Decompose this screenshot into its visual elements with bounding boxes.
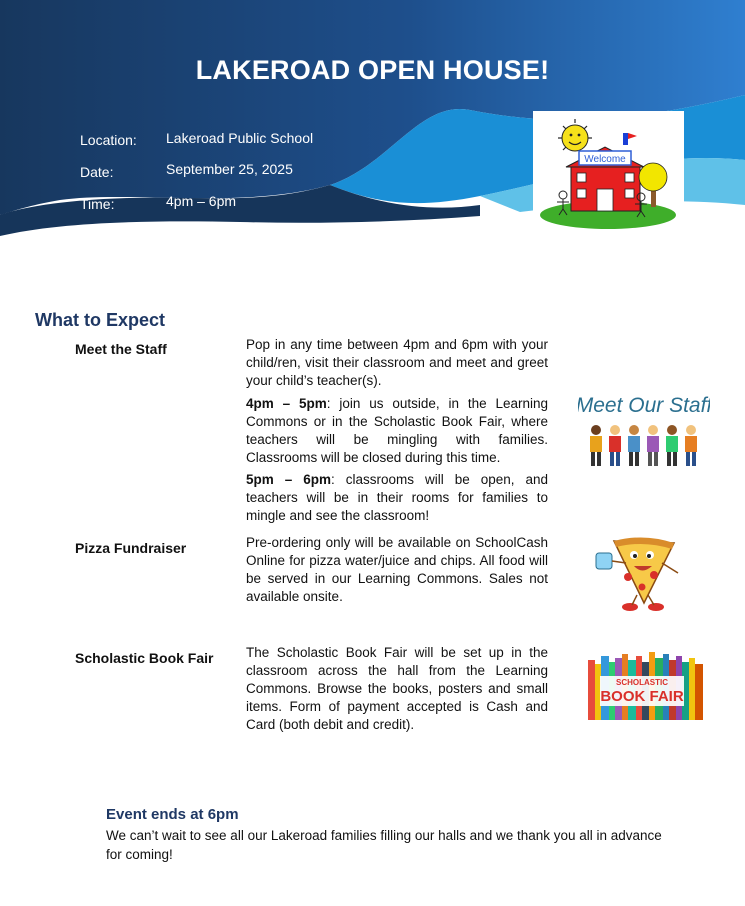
pizza-fundraiser-para: Pre-ordering only will be available on SchoolCash Online for pizza water/juice and chips. All food will be served in our Learning Commons. Sales not available onsite. [246,535,548,604]
location-value: Lakeroad Public School [166,130,314,146]
time-value: 4pm – 6pm [166,193,237,209]
meet-the-staff-para-3-text: : classrooms will be open, and teachers will be in their rooms for families to mingle and see the classroom! [246,472,549,523]
meet-our-staff-caption: Meet Our Staff [578,394,710,417]
school-welcome-image [533,111,684,235]
pizza-fundraiser-label: Pizza Fundraiser [75,540,187,556]
book-fair-brand: SCHOLASTIC [616,678,668,687]
welcome-sign-text: Welcome [584,154,626,165]
date-label: Date: [80,164,114,180]
section-title: What to Expect [35,310,166,330]
meet-the-staff-label: Meet the Staff [75,341,167,357]
time-range-4-5: 4pm – 5pm [246,396,327,411]
meet-the-staff-para-2 [246,395,548,467]
page-title: LAKEROAD OPEN HOUSE! [195,55,550,85]
pizza-mascot-image [592,533,690,615]
book-fair-label: Scholastic Book Fair [75,650,214,666]
location-label: Location: [80,132,137,148]
time-range-5-6: 5pm – 6pm [246,472,331,487]
footer-title: Event ends at 6pm [106,806,239,823]
time-label: Time: [80,196,115,212]
book-fair-para: The Scholastic Book Fair will be set up in the classroom across the hall from the Learning Commons. Browse the books, posters and small items. Form of payment accepted is Cash and Card (both debit and credit). [246,645,548,732]
date-value: September 25, 2025 [166,161,293,177]
book-fair-caption: BOOK FAIR [600,688,684,705]
meet-our-staff-image [578,388,710,474]
meet-the-staff-para-2-text: : join us outside, in the Learning Commons or in the Scholastic Book Fair, where teachers will be mingling with families. Classrooms will be closed during this time. [246,396,548,465]
book-fair-image [586,650,706,722]
meet-the-staff-para-1: Pop in any time between 4pm and 6pm with your child/ren, visit their classroom and meet and greet your child’s teacher(s). [246,337,548,388]
meet-the-staff-para-3 [246,471,548,525]
footer-text: We can’t wait to see all our Lakeroad families filling our halls and we thank you all in advance for coming! [106,828,662,862]
